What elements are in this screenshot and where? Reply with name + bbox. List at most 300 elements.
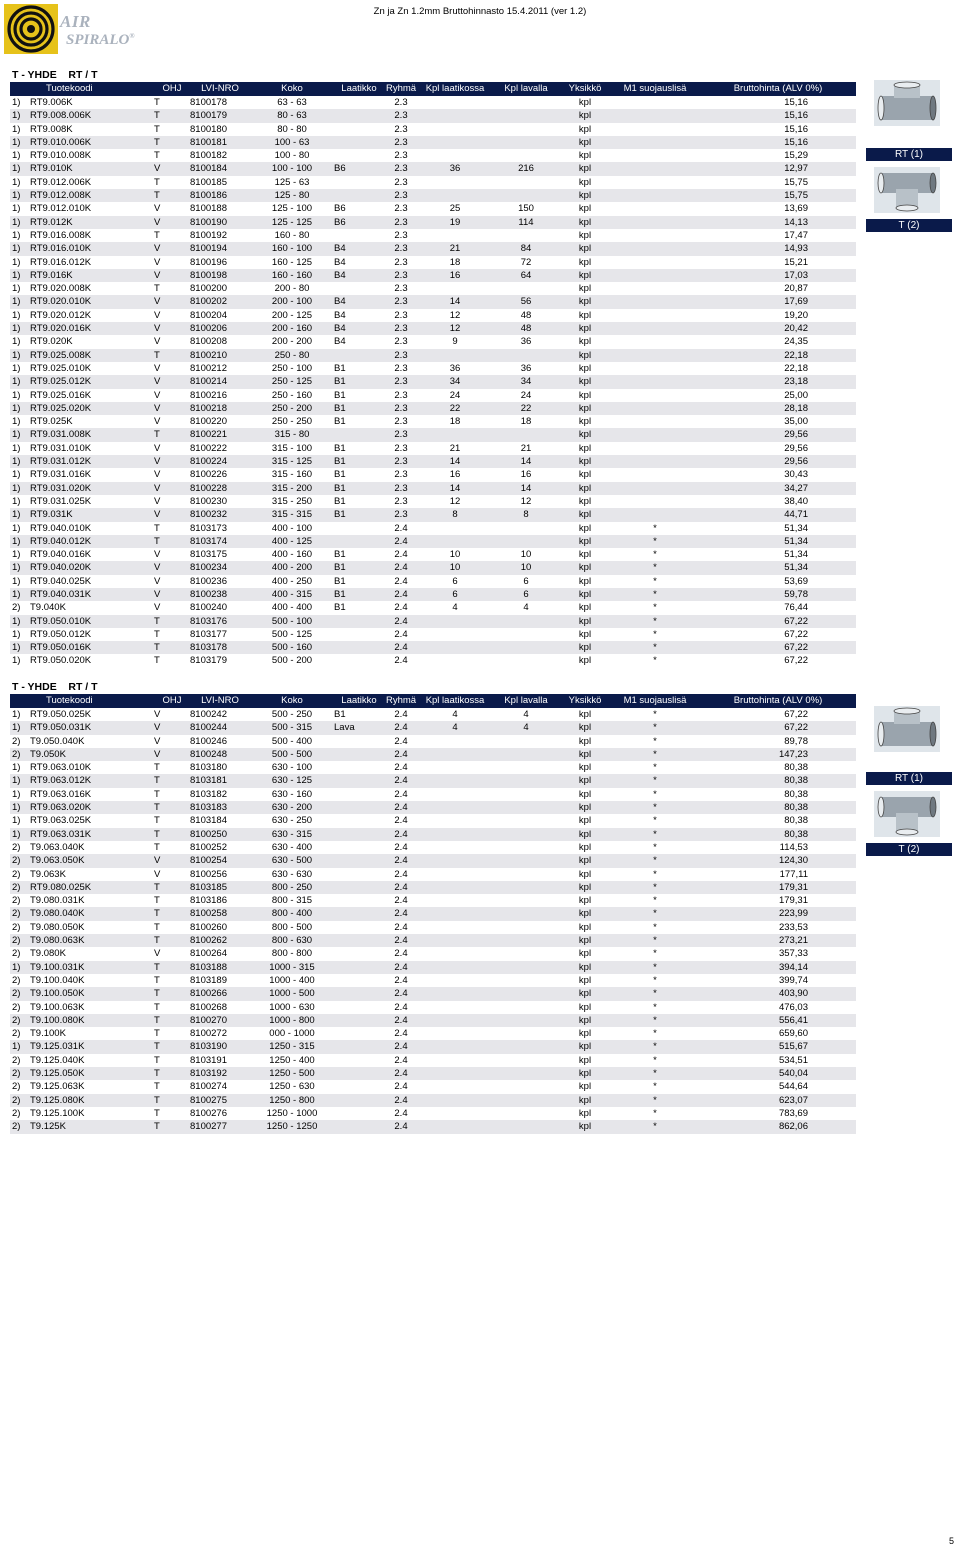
table-cell: RT9.020K [30, 336, 73, 348]
logo-text-spiralo: SPIRALO [66, 32, 130, 48]
table-cell: 2.4 [394, 655, 408, 667]
table-cell [492, 854, 560, 867]
table-cell: 8100230 [190, 495, 227, 507]
table-row [10, 1080, 856, 1093]
table-cell: 8100186 [190, 189, 250, 202]
table-cell: RT9.040.016K [30, 549, 92, 561]
table-cell: kpl [578, 522, 592, 534]
table-cell: 14 [418, 295, 492, 308]
table-cell [334, 881, 384, 894]
table-cell: T9.100.080K [30, 1014, 154, 1027]
table-cell [418, 189, 492, 202]
table-cell: RT9.050.025K [30, 709, 92, 720]
table-cell: 2.4 [394, 549, 408, 561]
table-cell: 8100272 [190, 1028, 227, 1040]
table-cell: V [154, 561, 190, 574]
table-cell [492, 136, 560, 149]
table-cell: 2) [12, 1028, 21, 1040]
table-cell: T [154, 974, 160, 986]
table-cell [492, 1080, 560, 1093]
table-cell [610, 282, 700, 295]
table-row [10, 575, 856, 588]
table-cell: 2.4 [384, 854, 418, 867]
table-cell: 8100236 [190, 575, 227, 587]
table-cell: 8100212 [190, 362, 227, 374]
table-cell: kpl [560, 295, 610, 308]
table-cell: 34 [418, 375, 492, 388]
table-cell: 8100238 [190, 588, 250, 601]
table-cell: kpl [578, 309, 592, 321]
table-row [10, 162, 856, 175]
table-cell [334, 189, 384, 202]
table-cell: kpl [578, 203, 592, 215]
table-cell: 67,22 [784, 709, 808, 720]
table-cell: 18 [449, 416, 461, 428]
table-cell: T [154, 801, 190, 814]
table-cell: RT9.016.008K [30, 229, 92, 241]
table-cell: 17,47 [784, 229, 808, 241]
table-cell: 2.3 [394, 336, 408, 348]
table-cell: * [653, 921, 657, 933]
table-cell [334, 907, 384, 920]
table-cell: 500 - 160 [250, 641, 334, 654]
table-cell: 1) [12, 442, 21, 454]
table-cell: 8100179 [190, 109, 250, 122]
table-cell: T [154, 828, 190, 841]
table-cell: 800 - 250 [250, 881, 334, 894]
table-cell: 4 [523, 602, 529, 614]
table-cell: 1000 - 630 [269, 1001, 315, 1013]
table-row [10, 508, 856, 521]
table-cell: kpl [560, 881, 610, 894]
table-cell: 8100268 [190, 1001, 227, 1013]
table-row [10, 987, 856, 1000]
table-row [10, 934, 856, 947]
table-cell: 1) [10, 402, 30, 415]
column-header: M1 suojauslisä [610, 82, 700, 96]
table-cell: RT9.020.016K [30, 322, 154, 335]
table-cell [492, 1054, 560, 1067]
column-header: Bruttohinta (ALV 0%) [700, 82, 856, 96]
table-cell: V [154, 203, 161, 215]
table-cell: kpl [560, 136, 610, 149]
table-row [10, 389, 856, 402]
table-row [10, 868, 856, 881]
table-cell: 1) [12, 389, 21, 401]
table-cell: 17,03 [700, 269, 856, 282]
table-cell: * [610, 1040, 700, 1053]
table-cell [610, 309, 700, 322]
column-header: LVI-NRO [190, 694, 250, 708]
table-cell: kpl [578, 1081, 592, 1093]
table-cell: T9.080K [30, 948, 66, 960]
table-cell: T9.125.080K [30, 1094, 154, 1107]
table-cell: RT9.031K [30, 508, 154, 521]
table-cell: 2.3 [394, 150, 408, 162]
table-cell: B4 [334, 269, 384, 282]
table-cell: 8103180 [190, 762, 227, 774]
table-cell: 22 [418, 402, 492, 415]
table-cell: 2) [10, 987, 30, 1000]
table-cell [610, 322, 700, 335]
table-cell: 2.4 [394, 735, 408, 747]
table-cell: 800 - 800 [271, 948, 313, 960]
table-cell: 14 [418, 455, 492, 468]
table-cell: 2.3 [384, 428, 418, 441]
table-cell: V [154, 508, 190, 521]
table-cell [334, 136, 384, 149]
table-cell: 394,14 [700, 961, 856, 974]
table-cell: kpl [560, 987, 610, 1000]
table-cell: B1 [334, 469, 346, 481]
rt-tee-fitting-icon [874, 80, 940, 126]
table-cell: 8100204 [190, 309, 227, 321]
table-row [10, 1054, 856, 1067]
table-cell [610, 229, 700, 242]
table-cell: kpl [578, 549, 592, 561]
table-cell: 8103181 [190, 774, 250, 787]
table-cell: 2.4 [384, 748, 418, 761]
table-cell: 2) [10, 934, 30, 947]
rt-label: RT (1) [866, 772, 952, 785]
table-cell [610, 375, 700, 388]
table-cell: 24 [449, 389, 461, 401]
table-cell: kpl [560, 934, 610, 947]
table-cell: RT9.016K [30, 269, 154, 282]
table-cell: 1) [10, 216, 30, 229]
table-cell: kpl [578, 229, 592, 241]
table-cell: kpl [560, 482, 610, 495]
price-table [10, 694, 856, 1134]
table-cell [492, 947, 560, 960]
table-cell: V [154, 216, 190, 229]
table-cell: kpl [578, 469, 592, 481]
t-label: T (2) [866, 219, 952, 232]
table-cell [418, 947, 492, 960]
table-cell: 8 [418, 508, 492, 521]
table-cell [492, 788, 560, 801]
table-cell: kpl [560, 322, 610, 335]
table-cell: 216 [492, 162, 560, 175]
table-cell: RT9.012K [30, 216, 154, 229]
table-cell: 1) [10, 428, 30, 441]
price-table-section-1 [10, 69, 856, 668]
table-cell [334, 282, 384, 295]
table-cell: RT9.006K [30, 97, 73, 108]
table-cell: kpl [578, 895, 592, 907]
table-cell: T9.063.040K [30, 841, 85, 853]
table-cell [334, 1027, 384, 1040]
table-cell: B1 [334, 416, 346, 428]
table-cell: T9.125.031K [30, 1040, 154, 1053]
table-cell: RT9.012.006K [30, 176, 92, 188]
table-cell: 8103182 [190, 788, 227, 800]
table-row [10, 788, 856, 801]
table-cell: B1 [334, 495, 346, 507]
table-cell [418, 881, 492, 894]
table-cell: 24 [520, 389, 532, 401]
table-cell: kpl [560, 1094, 610, 1107]
table-cell: 2.3 [384, 402, 418, 415]
table-cell: 8103185 [190, 881, 250, 894]
table-cell [334, 96, 384, 109]
table-cell: kpl [560, 641, 610, 654]
table-cell: RT9.063.016K [30, 788, 92, 800]
table-cell: * [653, 1001, 657, 1013]
table-cell: 67,22 [784, 655, 808, 667]
table-cell: T [154, 895, 160, 907]
table-cell: V [154, 721, 190, 734]
table-cell: 1) [10, 455, 30, 468]
table-cell: T [154, 176, 160, 188]
table-cell: RT9.040.031K [30, 588, 154, 601]
table-cell: 16 [520, 469, 532, 481]
table-cell: 177,11 [779, 868, 808, 880]
table-cell: T [154, 1001, 160, 1013]
column-header: Kpl laatikossa [418, 694, 492, 708]
table-cell: B1 [334, 549, 346, 561]
table-cell: RT9.080.025K [30, 881, 154, 894]
table-cell: T [154, 189, 190, 202]
table-cell: RT9.010.006K [30, 136, 154, 149]
table-cell: V [154, 269, 190, 282]
table-cell: 160 - 100 [250, 242, 334, 255]
spiral-logo-icon [4, 4, 58, 54]
table-cell: 8100206 [190, 322, 250, 335]
table-cell [492, 615, 560, 628]
side-panel-1 [866, 80, 954, 232]
table-cell [334, 1120, 384, 1133]
table-cell: 1) [10, 615, 30, 628]
page-number: 5 [948, 1536, 954, 1546]
table-cell: 2.4 [384, 561, 418, 574]
table-cell [334, 1040, 384, 1053]
table-cell: 1) [10, 349, 30, 362]
table-cell [418, 748, 492, 761]
table-cell: 2) [12, 921, 21, 933]
table-cell [418, 761, 492, 774]
table-cell [492, 1014, 560, 1027]
table-cell: kpl [578, 868, 592, 880]
table-cell [418, 1067, 492, 1080]
table-cell: 2.4 [394, 762, 408, 774]
table-cell: 250 - 200 [250, 402, 334, 415]
table-cell [610, 362, 700, 375]
table-row [10, 1067, 856, 1080]
column-header: Ryhmä [385, 83, 417, 94]
table-cell [492, 641, 560, 654]
table-cell: * [610, 721, 700, 734]
table-cell: 2.3 [384, 162, 418, 175]
table-cell [418, 109, 492, 122]
table-cell: kpl [560, 854, 610, 867]
table-cell: T9.063.050K [30, 854, 154, 867]
table-cell: B4 [334, 256, 346, 268]
table-cell: V [154, 469, 161, 481]
table-cell: 8100226 [190, 469, 227, 481]
table-cell: 1) [10, 322, 30, 335]
table-cell: 315 - 200 [250, 482, 334, 495]
table-cell: RT9.010K [30, 162, 154, 175]
table-cell: 6 [523, 575, 529, 587]
table-cell [610, 442, 700, 455]
table-cell: 125 - 125 [250, 216, 334, 229]
table-cell: 1) [10, 109, 30, 122]
table-cell: 1) [10, 136, 30, 149]
table-row [10, 455, 856, 468]
table-cell [492, 282, 560, 295]
table-cell: T [154, 961, 190, 974]
table-row [10, 402, 856, 415]
table-cell: 400 - 250 [271, 575, 313, 587]
table-cell: 2.4 [384, 881, 418, 894]
table-cell: 250 - 100 [271, 362, 313, 374]
table-cell: 8100178 [190, 97, 227, 108]
table-cell: 150 [518, 203, 534, 215]
table-cell: kpl [578, 788, 592, 800]
table-cell: 1250 - 800 [250, 1094, 334, 1107]
table-cell: 2.4 [384, 721, 418, 734]
table-cell: 36 [449, 362, 461, 374]
table-cell: 8100200 [190, 283, 227, 295]
table-cell: kpl [578, 442, 592, 454]
table-cell [610, 295, 700, 308]
table-cell: 8100277 [190, 1120, 250, 1133]
registered-mark: ® [129, 32, 135, 40]
table-cell: * [610, 641, 700, 654]
rt-tee-fitting-icon [874, 706, 940, 752]
table-cell: 534,51 [778, 1054, 808, 1066]
table-cell: 1) [12, 495, 21, 507]
table-cell [492, 123, 560, 136]
table-cell: 89,78 [784, 735, 808, 747]
table-cell: T9.100.031K [30, 961, 154, 974]
table-cell [418, 136, 492, 149]
table-cell: 2.4 [384, 588, 418, 601]
table-cell: 500 - 200 [271, 655, 313, 667]
table-cell: kpl [560, 907, 610, 920]
table-cell: 34 [492, 375, 560, 388]
table-cell: 15,16 [784, 97, 808, 108]
table-cell: 2) [12, 1001, 21, 1013]
table-cell: 2.3 [384, 375, 418, 388]
table-cell: * [610, 615, 700, 628]
table-cell [610, 349, 700, 362]
table-cell: * [610, 881, 700, 894]
table-cell: 2.4 [384, 1067, 418, 1080]
table-cell: B4 [334, 295, 384, 308]
table-cell: * [653, 628, 657, 640]
table-cell: 1) [10, 561, 30, 574]
table-cell: 2.3 [394, 256, 408, 268]
table-cell: * [653, 575, 657, 587]
table-cell [334, 641, 384, 654]
table-cell: 540,04 [700, 1067, 856, 1080]
table-cell: 1) [10, 189, 30, 202]
table-cell: kpl [578, 495, 592, 507]
table-cell [610, 189, 700, 202]
table-cell: 36 [520, 362, 532, 374]
table-cell: 200 - 200 [271, 336, 313, 348]
table-cell: 10 [520, 549, 532, 561]
table-row [10, 375, 856, 388]
table-cell: 67,22 [700, 641, 856, 654]
table-cell: V [154, 375, 190, 388]
table-cell: 630 - 100 [271, 762, 313, 774]
table-cell: 2.4 [394, 1054, 408, 1066]
table-cell [334, 921, 384, 934]
table-cell: T [154, 841, 160, 853]
table-cell: 63 - 63 [277, 97, 307, 108]
table-cell: * [610, 854, 700, 867]
table-cell: 1) [12, 416, 21, 428]
column-header: Kpl lavalla [492, 694, 560, 708]
table-cell: T9.100K [30, 1028, 66, 1040]
table-cell [610, 428, 700, 441]
table-cell [418, 1001, 492, 1014]
table-cell: V [154, 322, 190, 335]
table-cell: 16 [449, 469, 461, 481]
table-cell: 2.3 [384, 109, 418, 122]
table-cell: 8100252 [190, 841, 227, 853]
table-cell: T [154, 921, 160, 933]
table-cell: 76,44 [784, 602, 808, 614]
table-cell: 2.3 [384, 508, 418, 521]
table-cell [492, 961, 560, 974]
table-cell: 1) [12, 762, 21, 774]
table-cell [418, 641, 492, 654]
table-cell: * [610, 1014, 700, 1027]
table-cell: 8103189 [190, 974, 227, 986]
table-cell: 250 - 125 [250, 375, 334, 388]
table-cell: * [610, 588, 700, 601]
table-cell: 8100242 [190, 709, 227, 720]
table-cell [334, 349, 384, 362]
table-cell: * [653, 602, 657, 614]
table-cell: B1 [334, 482, 384, 495]
table-cell [418, 841, 492, 854]
table-cell [334, 654, 384, 667]
table-cell: 1) [12, 336, 21, 348]
table-row [10, 1107, 856, 1120]
table-cell: T [154, 615, 190, 628]
table-cell: B1 [334, 442, 346, 454]
table-cell: 8100222 [190, 442, 227, 454]
t-label: T (2) [866, 843, 952, 856]
table-cell [334, 1094, 384, 1107]
table-cell [492, 801, 560, 814]
table-cell: B1 [334, 455, 384, 468]
table-row [10, 242, 856, 255]
table-cell: * [610, 801, 700, 814]
table-cell: 1250 - 500 [250, 1067, 334, 1080]
column-header: Laatikko [334, 694, 384, 708]
table-cell: 2.4 [384, 801, 418, 814]
table-cell: 2.4 [394, 628, 408, 640]
table-cell: 8100276 [190, 1107, 227, 1119]
table-cell: 8100250 [190, 828, 250, 841]
table-cell: T [154, 1040, 190, 1053]
table-cell [334, 814, 384, 827]
table-cell: kpl [560, 1120, 610, 1133]
table-cell: 862,06 [700, 1120, 856, 1133]
table-cell: * [610, 961, 700, 974]
table-cell: T [154, 762, 160, 774]
table-cell: 8100216 [190, 389, 227, 401]
table-cell: 2.3 [394, 495, 408, 507]
table-cell: T [154, 907, 190, 920]
table-cell: 15,21 [784, 256, 808, 268]
